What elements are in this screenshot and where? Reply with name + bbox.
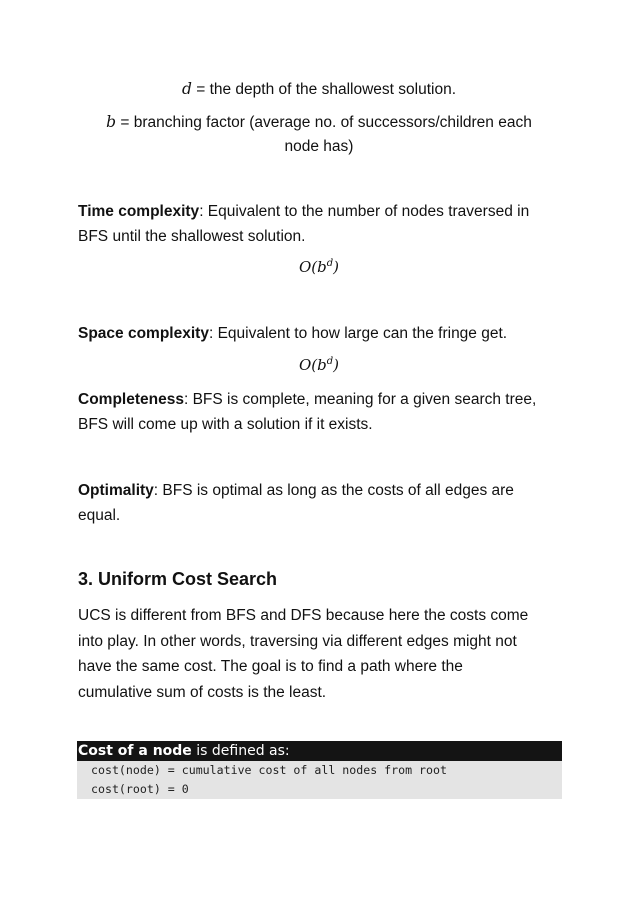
- time-complexity-formula: [0, 258, 638, 276]
- time-complexity-line2: BFS until the shallowest solution.: [78, 228, 306, 245]
- code-block-title: [77, 741, 562, 761]
- optimality-text-line2: equal.: [78, 507, 121, 524]
- time-complexity-line1: [78, 199, 561, 224]
- time-complexity-label: Time complexity: [78, 203, 200, 220]
- space-formula-exponent: d: [326, 356, 334, 367]
- code-title-rest: is defined as:: [191, 743, 290, 759]
- code-block: [77, 741, 562, 799]
- optimality-text-line1: : BFS is optimal as long as the costs of all edges are: [153, 482, 514, 499]
- branching-symbol: b: [106, 113, 117, 131]
- ucs-line2: into play. In other words, traversing via different edges might not: [78, 632, 517, 650]
- section-heading: 3. Uniform Cost Search: [78, 569, 278, 589]
- branching-definition-line2: node has): [284, 138, 354, 155]
- completeness-paragraph: [78, 387, 561, 437]
- ucs-line4: cumulative sum of costs is the least.: [78, 683, 327, 701]
- space-complexity-label: Space complexity: [78, 325, 209, 342]
- space-formula-close: ): [333, 356, 340, 374]
- time-formula-base: O(b: [298, 258, 327, 276]
- optimality-paragraph: [78, 478, 561, 528]
- branching-definition-text: = branching factor (average no. of successors/children each: [116, 114, 532, 131]
- completeness-line2: BFS will come up with a solution if it exists.: [78, 416, 373, 433]
- space-complexity-text: : Equivalent to how large can the fringe get.: [208, 325, 508, 342]
- time-formula-exponent: d: [326, 258, 334, 269]
- ucs-line3: have the same cost. The goal is to find a path where the: [78, 658, 463, 675]
- time-complexity-paragraph: [78, 199, 561, 249]
- space-complexity-paragraph: [78, 321, 561, 346]
- depth-definition: [0, 76, 638, 103]
- completeness-label: Completeness: [78, 391, 184, 408]
- code-line-1: cost(node) = cumulative cost of all nodes from root: [91, 763, 447, 777]
- space-formula-base: O(b: [298, 356, 327, 374]
- completeness-text: : BFS is complete, meaning for a given search tree,: [183, 391, 537, 408]
- depth-symbol: d: [181, 80, 192, 98]
- branching-definition-line1: [0, 109, 638, 136]
- space-complexity-formula: [0, 356, 638, 374]
- ucs-paragraph: [78, 603, 561, 705]
- time-formula-close: ): [333, 258, 340, 276]
- code-title-bold: Cost of a node: [78, 743, 192, 759]
- time-complexity-text: : Equivalent to the number of nodes traversed in: [199, 203, 530, 220]
- optimality-label: Optimality: [78, 482, 154, 499]
- code-line-2: cost(root) = 0: [91, 782, 189, 796]
- completeness-line1: [78, 387, 561, 412]
- ucs-line1: UCS is different from BFS and DFS because here the costs come: [78, 607, 529, 624]
- depth-definition-text: = the depth of the shallowest solution.: [191, 81, 457, 98]
